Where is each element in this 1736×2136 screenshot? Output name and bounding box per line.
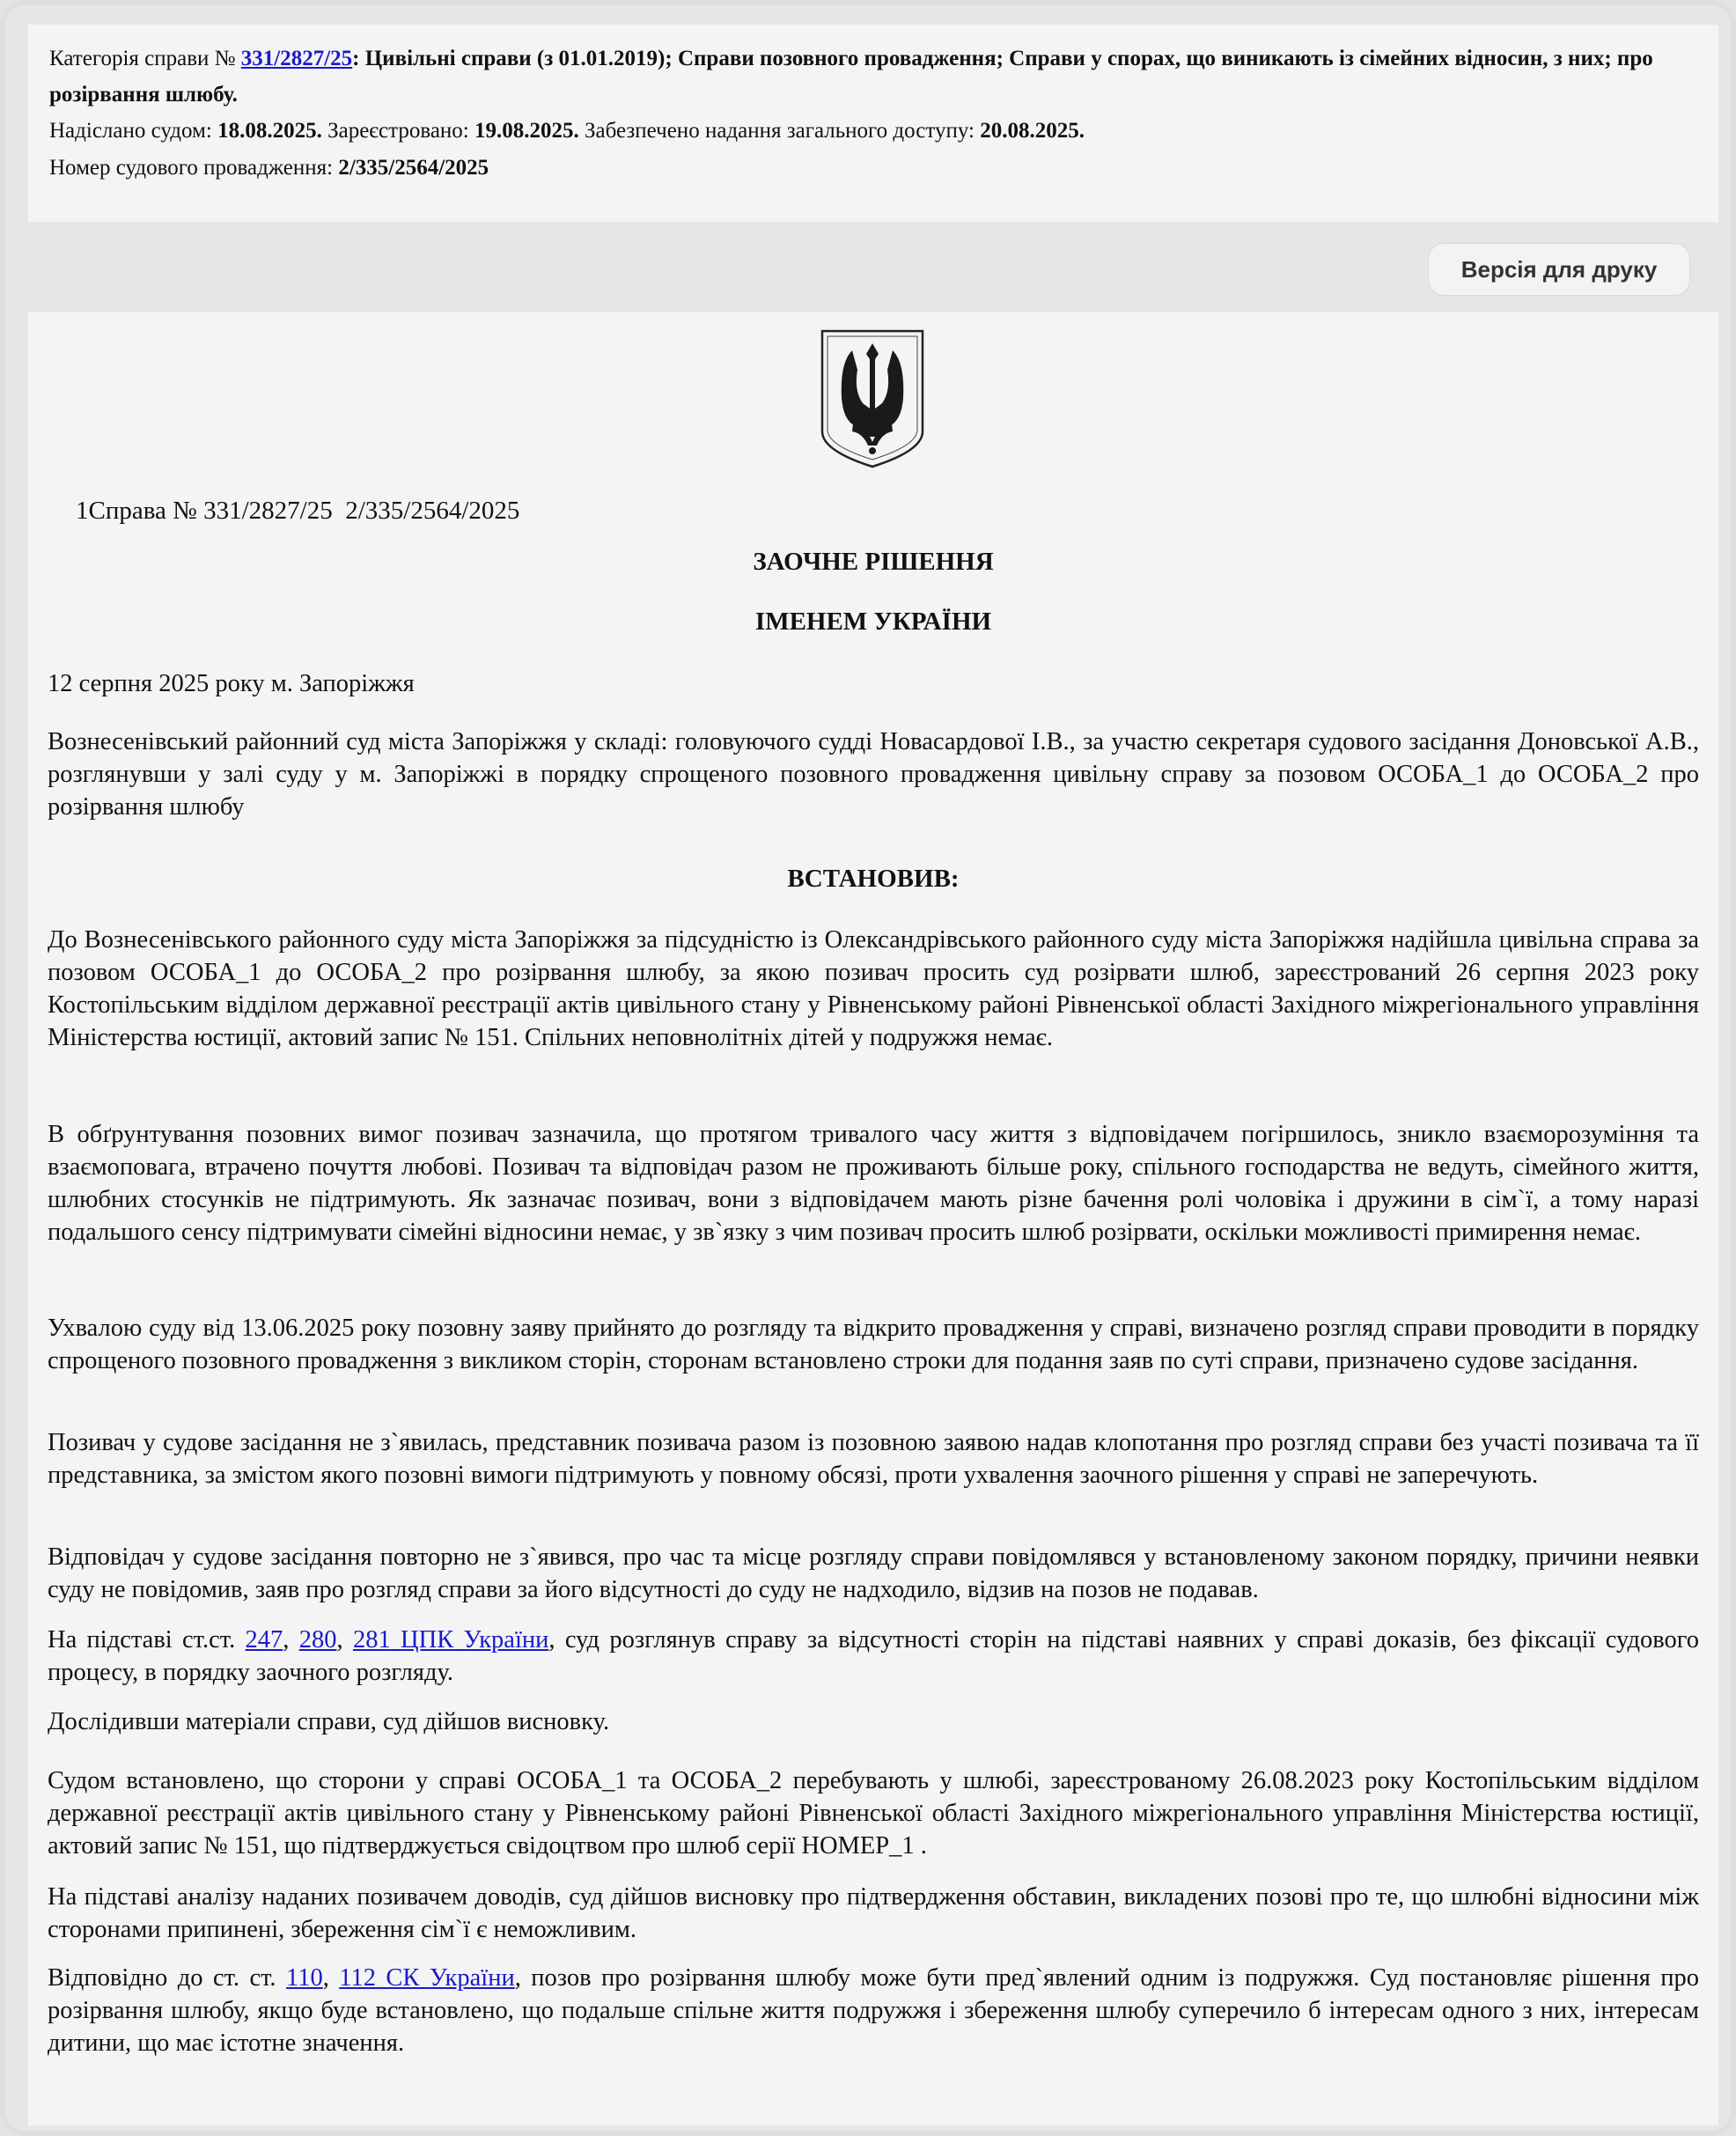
article-247-link[interactable]: 247 [245, 1626, 283, 1654]
p6-text-before: На підставі ст.ст. [48, 1626, 246, 1654]
case-number-line: 1Справа № 331/2827/25 2/335/2564/2025 [76, 497, 520, 525]
established-heading: ВСТАНОВИВ: [787, 865, 960, 893]
paragraph-2: В обґрунтування позовних вимог позивач зазначила, що протягом тривалого часу життя з відповідачем погіршилось, зникло взаєморозуміння та взаємоповага, втрачено почуття любові. Позивач та відповідач разом не проживають більше року, спільного господарства не ведуть, сімейного життя, шлюбних стосунків не підтримують. Як зазначає позивач, вони з відповідачем мають різне бачення ролі чоловіка і дружини в сім`ї, а тому наразі подальшого сенсу підтримувати сімейні відносини немає, у зв`язку з чим позивач просить шлюб розірвати, оскільки можливості примирення немає. [48, 1121, 1699, 1246]
category-label: Категорія справи № [49, 47, 236, 70]
p6-text-after: , суд розглянув справу за відсутності сторін на підставі наявних у справі доказів, без фіксації судового процесу, в порядку заочного розгляду. [48, 1626, 1699, 1686]
date-place: 12 серпня 2025 року м. Запоріжжя [48, 670, 415, 697]
category-text: : Цивільні справи (з 01.01.2019); Справи позовного провадження; Справи у спорах, що виникають із сімейних відносин, з них; про розірвання шлюбу. [49, 47, 1653, 107]
p10-text-before: Відповідно до ст. ст. [48, 1964, 286, 1992]
proceeding-line [49, 150, 1697, 187]
paragraph-3: Ухвалою суду від 13.06.2025 року позовну заяву прийнято до розгляду та відкрито провадження у справі, визначено розгляд справи проводити в порядку спрощеного позовного провадження з викликом сторін, сторонам встановлено строки для подання заяв по суті справи, призначено судове засідання. [48, 1315, 1699, 1374]
case-number-link[interactable]: 331/2827/25 [240, 47, 353, 70]
sent-date: 18.08.2025. [217, 119, 322, 143]
proceeding-number: 2/335/2564/2025 [338, 156, 489, 180]
decision-subtitle: ІМЕНЕМ УКРАЇНИ [754, 608, 992, 636]
paragraph-6 [48, 1624, 1699, 1689]
paragraph-7: Дослідивши матеріали справи, суд дійшов висновку. [48, 1708, 610, 1735]
access-date: 20.08.2025. [980, 119, 1085, 143]
decision-title: ЗАОЧНЕ РІШЕННЯ [753, 548, 994, 576]
sent-label: Надіслано судом: [49, 119, 212, 143]
paragraph-8: Судом встановлено, що сторони у справі ОСОБА_1 та ОСОБА_2 перебувають у шлюбі, зареєстрованому 26.08.2023 року Костопільським відділом державної реєстрації актів цивільного стану у Рівненському районі Рівненської області Західного міжрегіонального управління Міністерства юстиції, актовий запис № 151, що підтверджується свідоцтвом про шлюб серії НОМЕР_1 . [48, 1767, 1699, 1860]
dates-line [49, 113, 1697, 150]
paragraph-5: Відповідач у судове засідання повторно не з`явився, про час та місце розгляду справи повідомлявся у встановленому законом порядку, причини неявки суду не повідомив, заяв про розгляд справи за його відсутності до суду не надходило, відзив на позов не подавав. [48, 1543, 1699, 1603]
print-version-button[interactable]: Версія для друку [1428, 243, 1690, 296]
category-line [49, 41, 1697, 113]
paragraph-4: Позивач у судове засідання не з`явилась, представник позивача разом із позовною заявою надав клопотання про розгляд справи без участі позивача та її представника, за змістом якого позовні вимоги підтримують у повному обсязі, проти ухвалення заочного рішення у справі не заперечують. [48, 1429, 1699, 1489]
article-280-link[interactable]: 280 [298, 1626, 337, 1654]
coat-of-arms-icon [819, 328, 926, 470]
proceeding-label: Номер судового провадження: [49, 156, 334, 180]
registered-label: Зареєстровано: [327, 119, 469, 143]
p6-sep-2: , [336, 1626, 353, 1654]
article-110-link[interactable]: 110 [286, 1964, 323, 1992]
intro-paragraph: Вознесенівський районний суд міста Запоріжжя у складі: головуючого судді Новасардової І.В., за участю секретаря судового засідання Доновської А.В., розглянувши у залі суду у м. Запоріжжі в порядку спрощеного позовного провадження цивільну справу за позовом ОСОБА_1 до ОСОБА_2 про розірвання шлюбу [48, 728, 1699, 821]
paragraph-9: На підставі аналізу наданих позивачем доводів, суд дійшов висновку про підтвердження обставин, викладених позові про те, що шлюбні відносини між сторонами припинені, збереження сім`ї є неможливим. [48, 1883, 1699, 1943]
access-label: Забезпечено надання загального доступу: [585, 119, 975, 143]
p10-text-after: , позов про розірвання шлюбу може бути пред`явлений одним із подружжя. Суд постановляє рішення про розірвання шлюбу, якщо буде встановлено, що подальше спільне життя подружжя і збереження шлюбу суперечило б інтересам одного з них, інтересам дитини, що має істотне значення. [48, 1964, 1699, 2057]
registered-date: 19.08.2025. [474, 119, 579, 143]
case-info-panel [28, 25, 1718, 222]
toolbar [28, 222, 1718, 312]
paragraph-10 [48, 1962, 1699, 2059]
p6-sep-1: , [283, 1626, 299, 1654]
paragraph-1: До Вознесенівського районного суду міста Запоріжжя за підсудністю із Олександрівського районного суду міста Запоріжжя надійшла цивільна справа за позовом ОСОБА_1 до ОСОБА_2 про розірвання шлюбу, за якою позивач просить суд розірвати шлюб, зареєстрований 26 серпня 2023 року Костопільським відділом державної реєстрації актів цивільного стану у Рівненському районі Рівненської області Західного міжрегіонального управління Міністерства юстиції, актовий запис № 151. Спільних неповнолітніх дітей у подружжя немає. [48, 926, 1699, 1051]
document-body [28, 312, 1718, 2125]
article-112-family-code-link[interactable]: 112 СК України [339, 1964, 515, 1992]
article-281-cpc-link[interactable]: 281 ЦПК України [352, 1626, 549, 1654]
p10-sep: , [322, 1964, 340, 1992]
